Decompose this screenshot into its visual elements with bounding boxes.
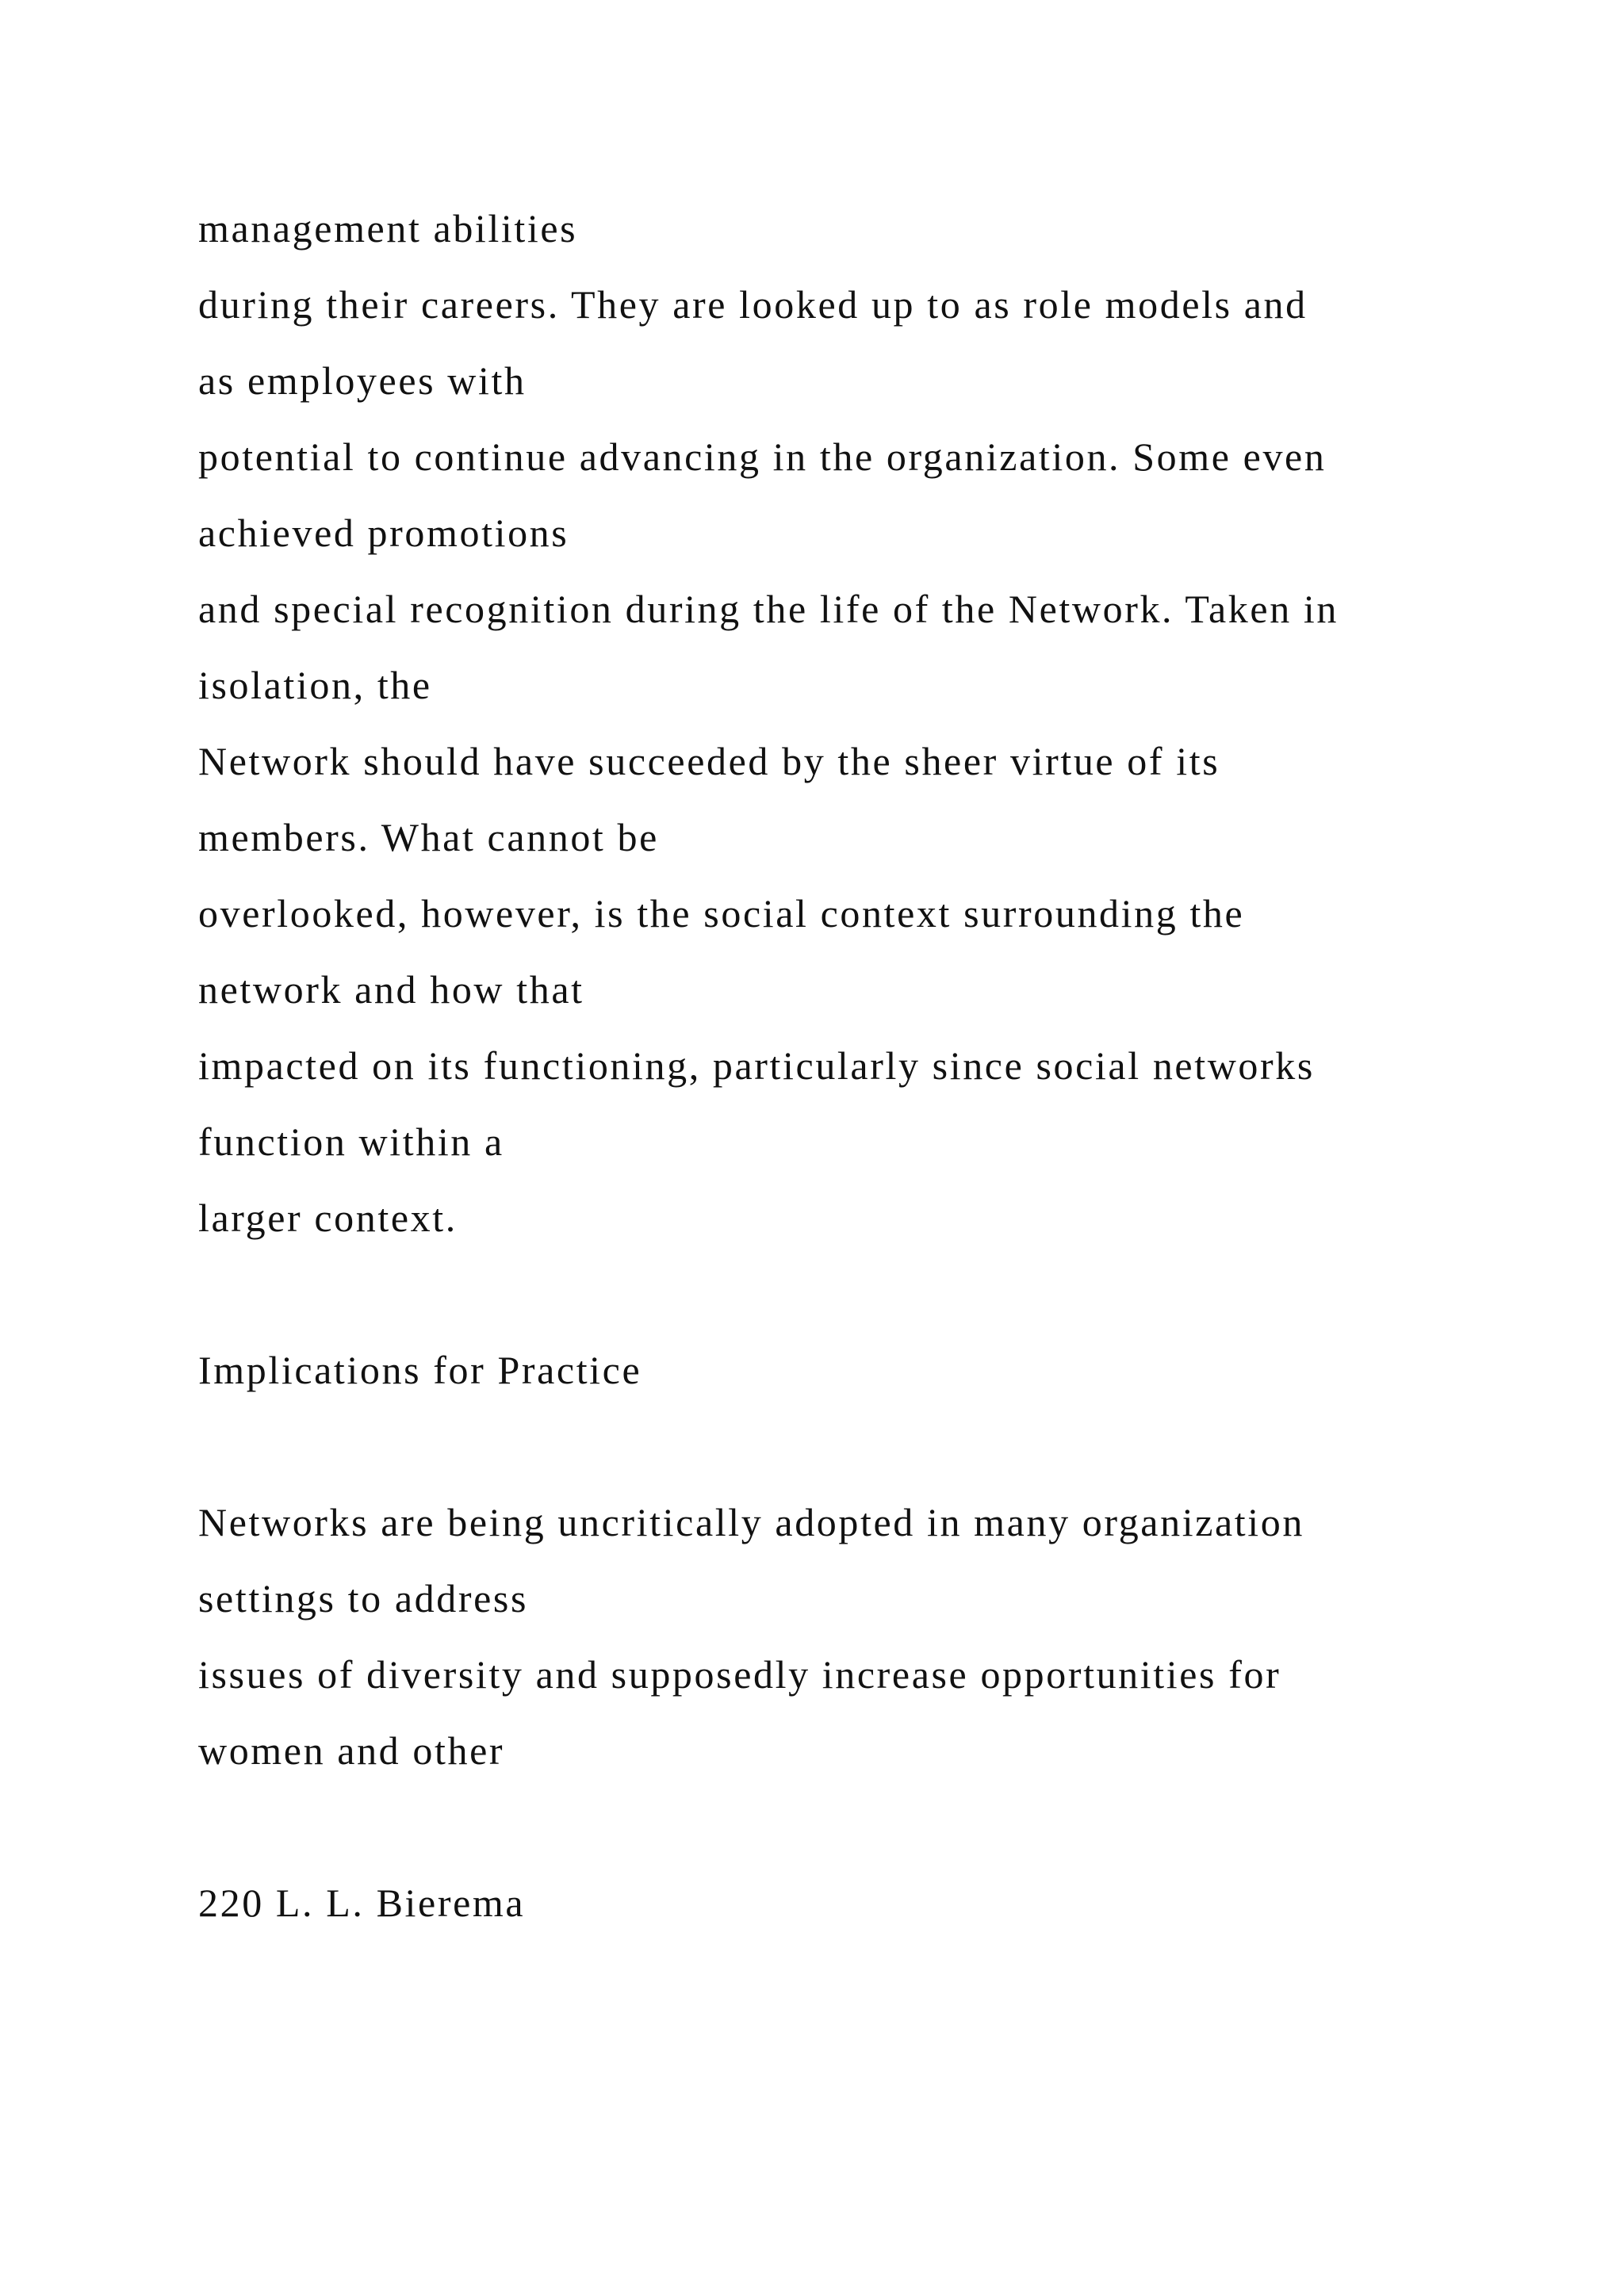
text-line: potential to continue advancing in the organization. Some even bbox=[198, 434, 1327, 479]
text-line: function within a bbox=[198, 1119, 504, 1164]
blank-line bbox=[198, 1789, 1546, 1865]
text-line: settings to address bbox=[198, 1576, 529, 1621]
text-line: issues of diversity and supposedly increase opportunities for bbox=[198, 1652, 1281, 1697]
text-line: larger context. bbox=[198, 1196, 458, 1240]
text-line: Networks are being uncritically adopted in many organization bbox=[198, 1500, 1304, 1544]
blank-line bbox=[198, 1408, 1546, 1484]
text-line: as employees with bbox=[198, 358, 527, 403]
text-line: achieved promotions bbox=[198, 511, 569, 555]
section-heading: Implications for Practice bbox=[198, 1348, 642, 1392]
blank-line bbox=[198, 1256, 1546, 1332]
text-line: members. What cannot be bbox=[198, 815, 659, 859]
text-line: isolation, the bbox=[198, 663, 432, 707]
text-line: management abilities bbox=[198, 206, 578, 251]
text-line: impacted on its functioning, particularly since social networks bbox=[198, 1043, 1315, 1088]
text-line: overlooked, however, is the social context surrounding the bbox=[198, 891, 1245, 936]
text-line: and special recognition during the life of the Network. Taken in bbox=[198, 587, 1339, 631]
text-line: Network should have succeeded by the sheer virtue of its bbox=[198, 739, 1220, 783]
text-line: during their careers. They are looked up to as role models and bbox=[198, 282, 1308, 327]
text-line: women and other bbox=[198, 1728, 505, 1773]
document-body bbox=[198, 190, 1546, 1941]
page-footer: 220 L. L. Bierema bbox=[198, 1881, 526, 1925]
text-line: network and how that bbox=[198, 967, 584, 1012]
